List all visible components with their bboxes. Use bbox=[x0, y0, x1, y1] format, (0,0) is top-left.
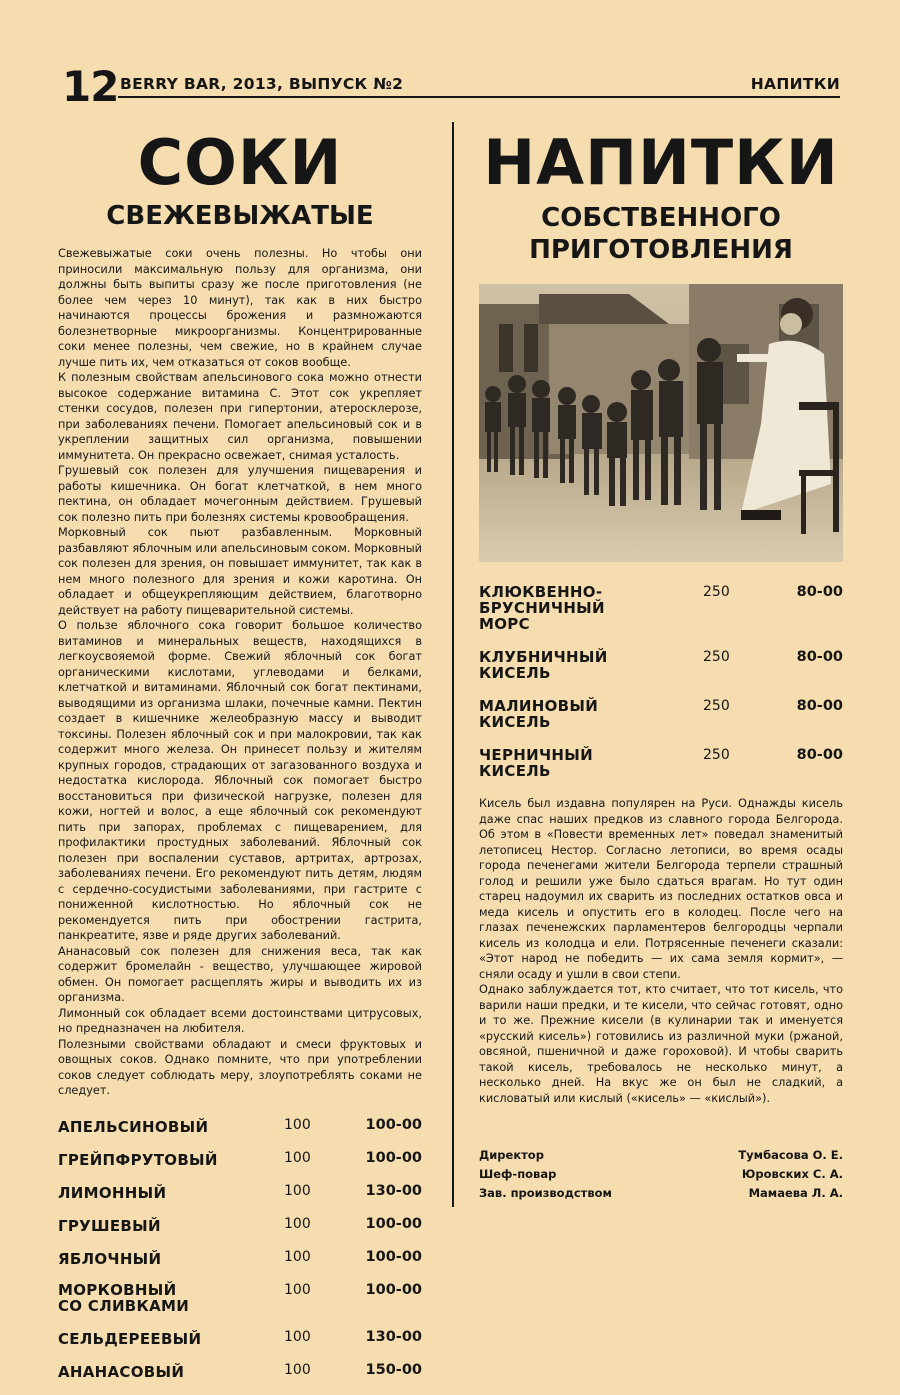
menu-item-price: 80-00 bbox=[796, 747, 843, 763]
drinks-section bbox=[479, 126, 843, 1106]
staff-role: Директор bbox=[479, 1148, 544, 1162]
article-paragraph: К полезным свойствам апельсинового сока можно отнести высокое содержание витамина С. Этот сок укрепляет стенки сосудов, полезен при гипертонии, атеросклерозе, при заболеваниях печени. Помогает апельсиновый сок и в укреплении защитных сил организма, повышении иммунитета. Он прекрасно освежает, снимая усталость. bbox=[58, 371, 422, 462]
menu-item-price: 100-00 bbox=[365, 1281, 422, 1298]
juices-title: СОКИ bbox=[137, 126, 343, 199]
menu-item-volume: 250 bbox=[703, 747, 730, 763]
menu-item-volume: 100 bbox=[284, 1215, 311, 1232]
article-paragraph: Полезными свойствами обладают и смеси фруктовых и овощных соков. Однако помните, что при употреблении соков следует соблюдать меру, злоупотреблять соками не следует. bbox=[58, 1037, 422, 1097]
menu-item bbox=[58, 1329, 422, 1348]
article-paragraph: Грушевый сок полезен для улучшения пищеварения и работы кишечника. Он богат клетчаткой, в нем много пектина, он обладает мочегонным действием. Грушевый сок полезно пить при болезнях системы кровообращения. bbox=[58, 464, 422, 524]
staff-credits bbox=[479, 1148, 843, 1205]
menu-item bbox=[58, 1216, 422, 1235]
menu-item-volume: 250 bbox=[703, 649, 730, 665]
menu-item-price: 80-00 bbox=[796, 584, 843, 600]
menu-item-price: 130-00 bbox=[365, 1328, 422, 1345]
menu-item bbox=[58, 1150, 422, 1169]
menu-item-name: МОРКОВНЫЙ СО СЛИВКАМИ bbox=[58, 1280, 190, 1315]
menu-item-price: 100-00 bbox=[365, 1149, 422, 1166]
juices-menu bbox=[58, 1117, 422, 1381]
menu-item-name: МАЛИНОВЫЙ КИСЕЛЬ bbox=[479, 697, 599, 731]
menu-item-volume: 100 bbox=[284, 1328, 311, 1345]
article-paragraph: Однако заблуждается тот, кто считает, что тот кисель, что варили наши предки, и те кисели, что сейчас готовят, одно и то же. Прежние кисели (в кулинарии так и именуется «русский кисель») готовились из различной муки (ржаной, овсяной, пшеничной и даже гороховой). И чтобы сварить такой кисель, требовалось не несколько минут, а несколько дней. На вкус же он был не сладкий, а кисловатый или кислый («кисель» — «кислый»). bbox=[479, 983, 843, 1105]
article-paragraph: О пользе яблочного сока говорит большое количество витаминов и минеральных веществ, находящихся в легкоусвояемой форме. Свежий яблочный сок богат органическими кислотами, углеводами и белками, клетчаткой и витаминами. Яблочный сок богат пектинами, выводящими из организма шлаки, почечные камни. Пектин создает в кишечнике желеобразную массу и выводит токсины. Полезен яблочный сок и при малокровии, так как содержит много железа. Он принесет пользу и жителям крупных городов, страдающих от загазованного воздуха и недостатка кислорода. Яблочный сок помогает быстро восстановиться при физической нагрузке, полезен для кожи, ногтей и волос, а еще яблочный сок рекомендуют пить при запорах, проблемах с пищеварением, для профилактики простудных заболеваний. Яблочный сок полезен при воспалении суставов, артритах, артрозах, заболеваниях печени. Его рекомендуют пить детям, людям с сердечно-сосудистыми заболеваниями, при гастрите с пониженной кислотностью. Но яблочный сок не рекомендуется пить при обострении гастрита, панкреатите, язве и ряде других заболеваний. bbox=[58, 619, 422, 942]
menu-item-name: ГРУШЕВЫЙ bbox=[58, 1216, 161, 1235]
column-divider bbox=[452, 122, 454, 1207]
menu-item-volume: 250 bbox=[703, 584, 730, 600]
staff-name: Тумбасова О. Е. bbox=[738, 1148, 843, 1162]
menu-item-name: ГРЕЙПФРУТОВЫЙ bbox=[58, 1150, 218, 1169]
drinks-subtitle: СОБСТВЕННОГО ПРИГОТОВЛЕНИЯ bbox=[529, 203, 793, 265]
article-paragraph: Ананасовый сок полезен для снижения веса, так как содержит бромелайн - вещество, улучшающее жировой обмен. Он помогает расщеплять жиры и выводить их из организма. bbox=[58, 944, 422, 1004]
drinks-article bbox=[479, 796, 843, 1106]
menu-item-price: 130-00 bbox=[365, 1182, 422, 1199]
menu-item bbox=[58, 1183, 422, 1202]
issue-label: BERRY BAR, 2013, ВЫПУСК №2 bbox=[120, 75, 404, 93]
menu-item-volume: 100 bbox=[284, 1361, 311, 1378]
menu-item-price: 100-00 bbox=[365, 1215, 422, 1232]
staff-name: Юровских С. А. bbox=[741, 1167, 843, 1181]
menu-item-name: ЯБЛОЧНЫЙ bbox=[58, 1249, 162, 1268]
menu-item-name: ЛИМОННЫЙ bbox=[58, 1183, 167, 1202]
menu-item-price: 100-00 bbox=[365, 1248, 422, 1265]
menu-item-name: АНАНАСОВЫЙ bbox=[58, 1362, 185, 1381]
section-label: НАПИТКИ bbox=[750, 75, 840, 93]
article-paragraph: Кисель был издавна популярен на Руси. Однажды кисель даже спас наших предков из славного города Белгорода. Об этом в «Повести временных лет» поведал знаменитый летописец Нестор. Согласно летописи, во время осады города печенегами жители Белгорода терпели страшный голод и решили уже было сдаться врагам. Но тут один старец надоумил их сварить из последних остатков овса и меда кисель и опустить его в колодец. После чего на глазах печенежских парламентеров белгородцы черпали кисель из колодца и ели. Потрясенные печенеги сказали: «Этот народ не победить — их сама земля кормит», — сняли осаду и ушли в свои степи. bbox=[479, 797, 843, 981]
menu-item bbox=[58, 1362, 422, 1381]
menu-item-name: КЛЮКВЕННО- БРУСНИЧНЫЙ МОРС bbox=[479, 583, 605, 633]
menu-item bbox=[58, 1117, 422, 1136]
menu-item bbox=[479, 698, 843, 731]
staff-row bbox=[479, 1186, 843, 1205]
photo-illustration bbox=[479, 284, 843, 562]
menu-item bbox=[479, 584, 843, 633]
menu-item-price: 80-00 bbox=[796, 698, 843, 714]
menu-item-volume: 100 bbox=[284, 1248, 311, 1265]
staff-role: Шеф-повар bbox=[479, 1167, 557, 1181]
menu-item-volume: 100 bbox=[284, 1182, 311, 1199]
drinks-title: НАПИТКИ bbox=[483, 126, 839, 199]
juices-subtitle: СВЕЖЕВЫЖАТЫЕ bbox=[106, 201, 374, 231]
menu-item-price: 80-00 bbox=[796, 649, 843, 665]
menu-item-name: СЕЛЬДЕРЕЕВЫЙ bbox=[58, 1329, 202, 1348]
menu-item bbox=[479, 747, 843, 780]
staff-role: Зав. производством bbox=[479, 1186, 612, 1200]
menu-item-name: КЛУБНИЧНЫЙ КИСЕЛЬ bbox=[479, 648, 608, 682]
menu-item-volume: 250 bbox=[703, 698, 730, 714]
menu-item-volume: 100 bbox=[284, 1281, 311, 1298]
menu-item bbox=[58, 1282, 422, 1315]
menu-item-volume: 100 bbox=[284, 1116, 311, 1133]
staff-name: Мамаева Л. А. bbox=[748, 1186, 843, 1200]
article-paragraph: Лимонный сок обладает всеми достоинствами цитрусовых, но предназначен на любителя. bbox=[58, 1006, 422, 1035]
menu-item-name: АПЕЛЬСИНОВЫЙ bbox=[58, 1117, 209, 1136]
drinks-menu bbox=[479, 584, 843, 780]
menu-item-name: ЧЕРНИЧНЫЙ КИСЕЛЬ bbox=[479, 746, 593, 780]
article-paragraph: Морковный сок пьют разбавленным. Морковный разбавляют яблочным или апельсиновым соком. Морковный сок полезен для зрения, он повышает иммунитет, так как в нем много полезного для зрения и кожи каротина. Он обладает и общеукрепляющим действием, благотворно действует на работу пищеварительной системы. bbox=[58, 526, 422, 617]
menu-item-price: 150-00 bbox=[365, 1361, 422, 1378]
juices-section bbox=[58, 126, 422, 1395]
article-paragraph: Свежевыжатые соки очень полезны. Но чтобы они приносили максимальную пользу для организма, они должны быть выпиты сразу же после приготовления (не более чем через 10 минут), так как в них быстро начинаются процессы брожения и размножаются болезнетворные микроорганизмы. Концентрированные соки менее полезны, чем свежие, но в крайнем случае лучше пить их, чем отказаться от соков вообще. bbox=[58, 247, 422, 369]
staff-row bbox=[479, 1167, 843, 1186]
juices-article bbox=[58, 246, 422, 1099]
menu-item bbox=[58, 1249, 422, 1268]
menu-item-volume: 100 bbox=[284, 1149, 311, 1166]
header-divider bbox=[118, 96, 840, 98]
menu-item-price: 100-00 bbox=[365, 1116, 422, 1133]
staff-row bbox=[479, 1148, 843, 1167]
menu-item bbox=[479, 649, 843, 682]
page-number: 12 bbox=[62, 62, 119, 111]
vintage-photo bbox=[479, 284, 843, 562]
